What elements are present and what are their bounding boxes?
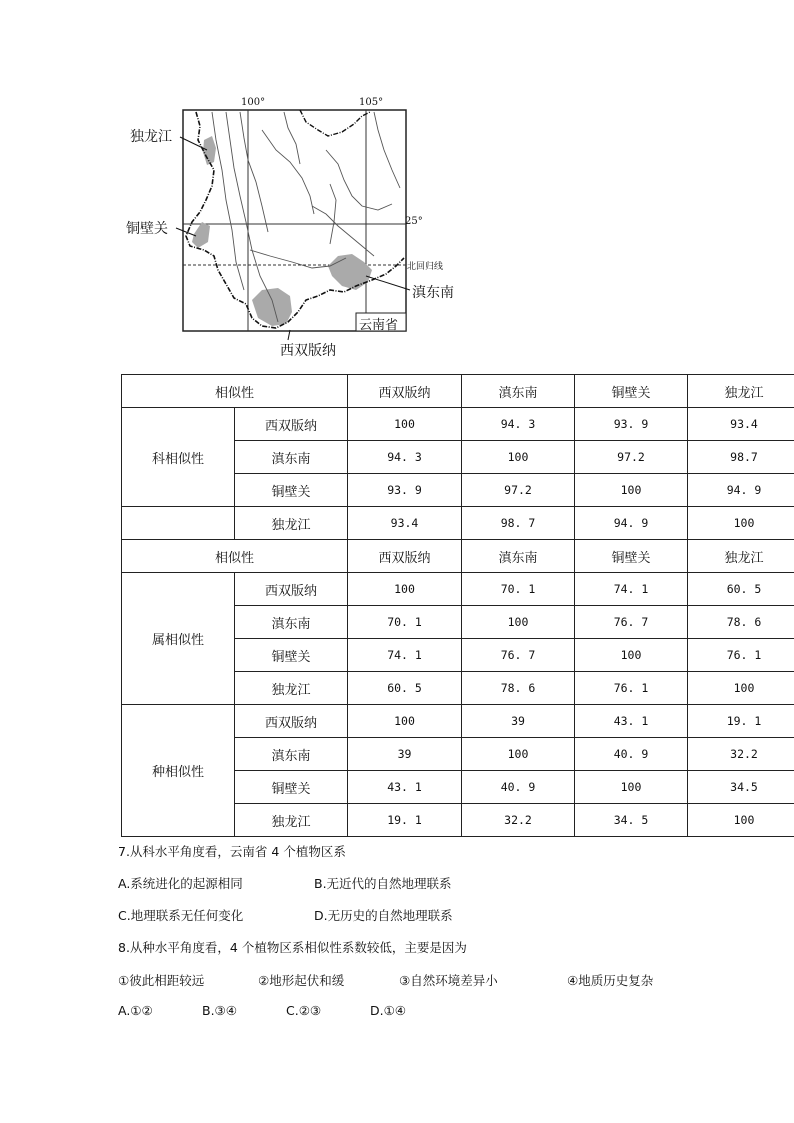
river-9 <box>374 112 400 188</box>
cell: 97.2 <box>462 474 575 507</box>
col-header: 西双版纳 <box>348 540 462 573</box>
cell: 100 <box>462 606 575 639</box>
cell: 39 <box>462 705 575 738</box>
table-row <box>122 705 794 738</box>
cell: 60. 5 <box>688 573 794 606</box>
cell: 78. 6 <box>462 672 575 705</box>
cell: 100 <box>348 705 462 738</box>
col-header: 滇东南 <box>462 540 575 573</box>
cell: 70. 1 <box>348 606 462 639</box>
river-5 <box>284 112 300 164</box>
question-8-options <box>118 1003 406 1018</box>
cell: 100 <box>575 771 688 804</box>
row-label: 独龙江 <box>235 672 348 705</box>
cell: 98. 7 <box>462 507 575 540</box>
q7-option-b[interactable]: B.无近代的自然地理联系 <box>314 876 452 891</box>
cell: 19. 1 <box>688 705 794 738</box>
cell: 76. 1 <box>575 672 688 705</box>
cell: 93. 9 <box>348 474 462 507</box>
cell: 93. 9 <box>575 408 688 441</box>
col-header: 滇东南 <box>462 375 575 408</box>
row-label: 滇东南 <box>235 738 348 771</box>
cell: 94. 9 <box>688 474 794 507</box>
cell: 32.2 <box>462 804 575 837</box>
label-province: 云南省 <box>359 318 399 333</box>
table-header-row <box>122 375 794 408</box>
header-label: 相似性 <box>122 375 348 408</box>
cell: 100 <box>348 573 462 606</box>
province-boundary <box>186 112 404 328</box>
q8-statement-4: ④地质历史复杂 <box>567 973 654 988</box>
region-xishuangbanna <box>252 288 292 326</box>
cell: 94. 3 <box>348 441 462 474</box>
group-label: 属相似性 <box>122 573 235 705</box>
cell: 43. 1 <box>348 771 462 804</box>
cell: 76. 1 <box>688 639 794 672</box>
q8-option-d[interactable]: D.①④ <box>370 1003 407 1018</box>
cell: 39 <box>348 738 462 771</box>
cell: 93.4 <box>688 408 794 441</box>
cell: 40. 9 <box>462 771 575 804</box>
label-dulongjiang: 独龙江 <box>130 129 172 145</box>
river-10 <box>330 184 336 244</box>
cell: 100 <box>688 507 794 540</box>
cell: 100 <box>348 408 462 441</box>
cell: 94. 3 <box>462 408 575 441</box>
table-row <box>122 507 794 540</box>
cell: 94. 9 <box>575 507 688 540</box>
question-8-stem: 8.从种水平角度看，4 个植物区系相似性系数较低，主要是因为 <box>118 940 467 955</box>
empty-cell <box>122 507 235 540</box>
cell: 74. 1 <box>575 573 688 606</box>
q8-option-c[interactable]: C.②③ <box>286 1003 322 1018</box>
table-row <box>122 408 794 441</box>
q8-statement-3: ③自然环境差异小 <box>399 973 498 988</box>
table-row <box>122 573 794 606</box>
label-diandongnan: 滇东南 <box>412 285 454 301</box>
label-lat25: 25° <box>405 216 423 227</box>
cell: 40. 9 <box>575 738 688 771</box>
q7-option-a[interactable]: A.系统进化的起源相同 <box>118 876 243 891</box>
cell: 100 <box>462 441 575 474</box>
q8-option-a[interactable]: A.①② <box>118 1003 153 1018</box>
cell: 100 <box>462 738 575 771</box>
q7-option-d[interactable]: D.无历史的自然地理联系 <box>314 908 453 923</box>
cell: 100 <box>688 672 794 705</box>
question-7-options-row1 <box>118 874 452 892</box>
leader-tongbiguan <box>176 228 196 236</box>
cell: 100 <box>688 804 794 837</box>
yunnan-map <box>0 0 794 370</box>
cell: 43. 1 <box>575 705 688 738</box>
cell: 34.5 <box>688 771 794 804</box>
header-label: 相似性 <box>122 540 348 573</box>
cell: 76. 7 <box>575 606 688 639</box>
cell: 34. 5 <box>575 804 688 837</box>
q8-statement-2: ②地形起伏和缓 <box>258 973 345 988</box>
river-4 <box>262 130 314 214</box>
row-label: 西双版纳 <box>235 408 348 441</box>
cell: 19. 1 <box>348 804 462 837</box>
cell: 78. 6 <box>688 606 794 639</box>
cell: 76. 7 <box>462 639 575 672</box>
cell: 93.4 <box>348 507 462 540</box>
leader-dulongjiang <box>180 137 207 150</box>
cell: 74. 1 <box>348 639 462 672</box>
north-boundary <box>300 110 370 136</box>
row-label: 铜壁关 <box>235 474 348 507</box>
q8-statement-1: ①彼此相距较远 <box>118 973 205 988</box>
label-lon100: 100° <box>241 97 266 108</box>
cell: 100 <box>575 474 688 507</box>
label-lon105: 105° <box>359 97 384 108</box>
row-label: 西双版纳 <box>235 573 348 606</box>
similarity-table <box>121 374 794 837</box>
col-header: 铜壁关 <box>575 375 688 408</box>
cell: 98.7 <box>688 441 794 474</box>
cell: 60. 5 <box>348 672 462 705</box>
row-label: 西双版纳 <box>235 705 348 738</box>
question-7-stem: 7.从科水平角度看，云南省 4 个植物区系 <box>118 844 346 859</box>
q8-option-b[interactable]: B.③④ <box>202 1003 237 1018</box>
cell: 100 <box>575 639 688 672</box>
table-header-row <box>122 540 794 573</box>
leader-diandongnan <box>366 276 410 290</box>
row-label: 铜壁关 <box>235 639 348 672</box>
group-label: 种相似性 <box>122 705 235 837</box>
row-label: 铜壁关 <box>235 771 348 804</box>
group-label: 科相似性 <box>122 408 235 507</box>
col-header: 铜壁关 <box>575 540 688 573</box>
row-label: 独龙江 <box>235 507 348 540</box>
q7-option-c[interactable]: C.地理联系无任何变化 <box>118 908 244 923</box>
cell: 32.2 <box>688 738 794 771</box>
label-tropic: 北回归线 <box>407 262 444 272</box>
col-header: 独龙江 <box>688 375 794 408</box>
col-header: 西双版纳 <box>348 375 462 408</box>
question-8-statements <box>118 971 653 989</box>
question-7-options-row2 <box>118 906 453 924</box>
col-header: 独龙江 <box>688 540 794 573</box>
cell: 97.2 <box>575 441 688 474</box>
row-label: 独龙江 <box>235 804 348 837</box>
region-diandongnan <box>328 254 372 290</box>
row-label: 滇东南 <box>235 441 348 474</box>
label-tongbiguan: 铜壁关 <box>126 221 168 237</box>
river-7 <box>312 206 374 256</box>
cell: 70. 1 <box>462 573 575 606</box>
label-xishuangbanna: 西双版纳 <box>280 343 336 359</box>
row-label: 滇东南 <box>235 606 348 639</box>
